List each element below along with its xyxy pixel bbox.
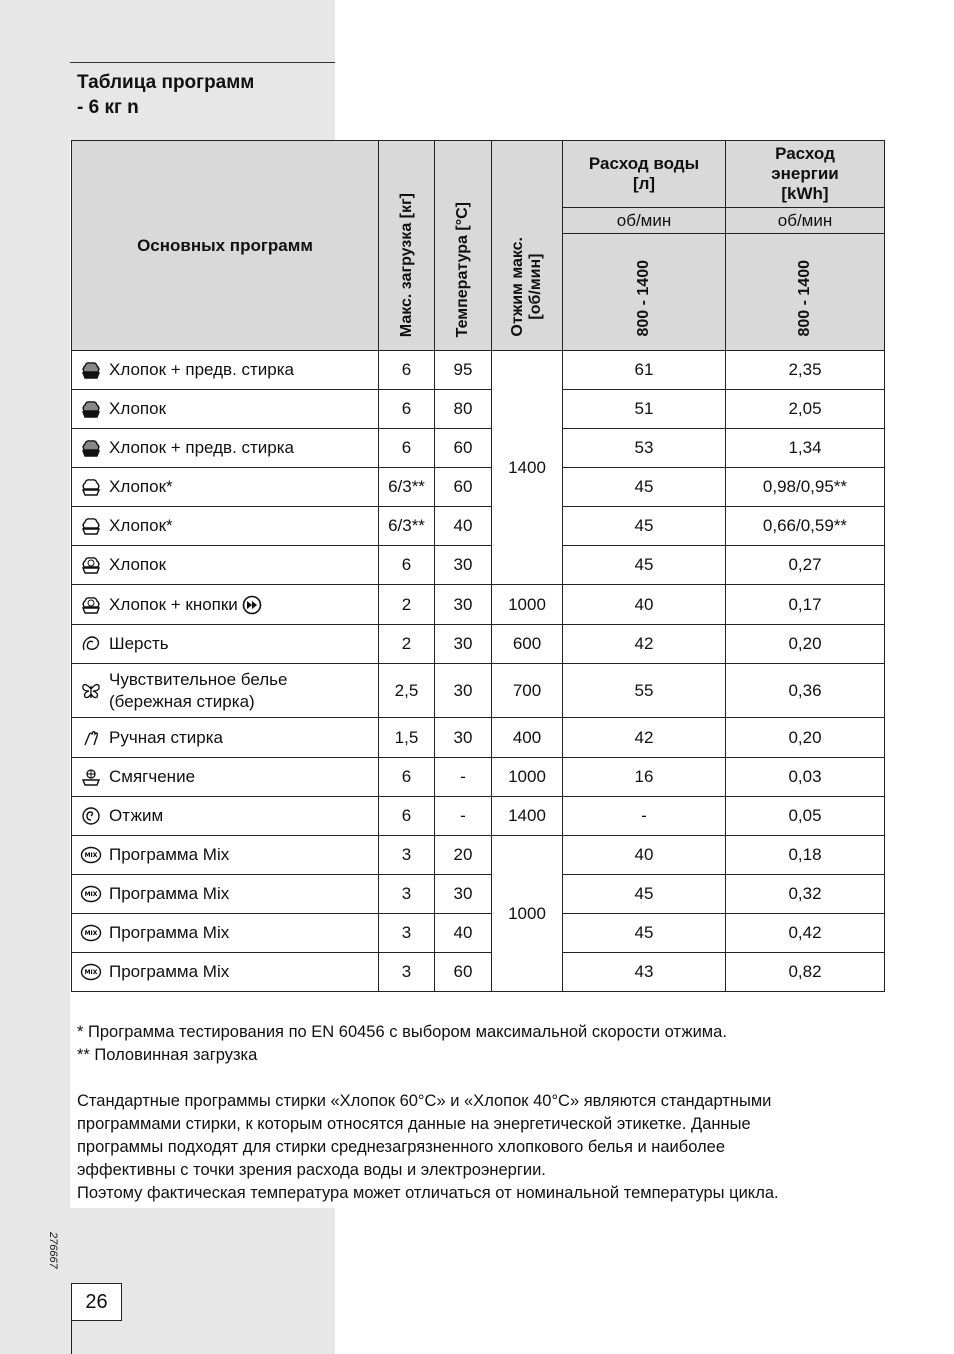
header-energy-range: 800 - 1400 [726,234,885,351]
temp-cell: - [435,758,492,797]
spin-icon [80,805,102,827]
header-energy-unit: об/мин [726,208,885,234]
temp-cell: 20 [435,836,492,875]
header-max-spin: Отжим макс. [об/мин] [492,141,563,351]
standard-programs-paragraph: Стандартные программы стирки «Хлопок 60°C» и «Хлопок 40°C» являются стандартными программами стирки, к которым относятся данные на энергетической этикетке. Данные программы подходят для стирки среднезагрязненного хлопкового белья и наиболее эффективны с точки зрения расхода воды и электроэнергии. Поэтому фактическая температура может отличаться от номинальной температуры цикла. [77,1092,779,1202]
energy-cell: 0,17 [726,585,885,625]
softener-icon [80,766,102,788]
cotton-icon [80,398,102,420]
load-cell: 6/3** [379,468,435,507]
spin-group-cell: 1400 [492,351,563,585]
table-row [72,507,885,546]
load-cell: 3 [379,953,435,992]
water-cell: 55 [563,664,726,718]
water-cell: 16 [563,758,726,797]
program-cell: Программа Mix [72,914,379,953]
program-cell: Хлопок* [72,468,379,507]
temp-cell: 95 [435,351,492,390]
cotton-icon [80,476,102,498]
cotton-prewash-icon [80,359,102,381]
water-cell: 42 [563,625,726,664]
header-water: Расход воды [л] [563,141,726,208]
water-cell: 40 [563,585,726,625]
load-cell: 6 [379,351,435,390]
table-row [72,914,885,953]
cotton-icon [80,515,102,537]
program-cell: Шерсть [72,625,379,664]
program-cell: Отжим [72,797,379,836]
program-table [71,140,885,992]
water-cell: 45 [563,546,726,585]
energy-cell: 0,66/0,59** [726,507,885,546]
mix-icon [80,922,102,944]
energy-cell: 0,42 [726,914,885,953]
footnotes [77,1021,877,1067]
temp-cell: 30 [435,875,492,914]
load-cell: 2 [379,625,435,664]
spin-group-cell: 1000 [492,836,563,992]
header-temperature: Температура [°C] [435,141,492,351]
table-row [72,468,885,507]
table-row [72,429,885,468]
table-row [72,875,885,914]
load-cell: 1,5 [379,718,435,758]
temp-cell: 30 [435,718,492,758]
energy-cell: 0,36 [726,664,885,718]
program-cell: Программа Mix [72,875,379,914]
temp-cell: 40 [435,507,492,546]
temp-cell: 30 [435,585,492,625]
document-code: 276667 [47,1232,59,1269]
spin-cell: 600 [492,625,563,664]
table-row [72,836,885,875]
water-cell: 40 [563,836,726,875]
mix-icon [80,883,102,905]
program-cell: Хлопок + предв. стирка [72,351,379,390]
table-row [72,758,885,797]
temp-cell: 60 [435,953,492,992]
temp-cell: 30 [435,546,492,585]
load-cell: 2 [379,585,435,625]
water-cell: 45 [563,875,726,914]
footnote-test-program: * Программа тестирования по EN 60456 с выбором максимальной скорости отжима. [77,1023,727,1041]
mix-icon [80,844,102,866]
program-cell: Хлопок [72,546,379,585]
header-energy: Расход энергии [kWh] [726,141,885,208]
load-cell: 3 [379,836,435,875]
header-max-load: Макс. загрузка [кг] [379,141,435,351]
temp-cell: 60 [435,468,492,507]
temp-cell: 60 [435,429,492,468]
delicates-icon [80,680,102,702]
energy-cell: 2,35 [726,351,885,390]
header-water-range: 800 - 1400 [563,234,726,351]
wool-icon [80,633,102,655]
energy-cell: 0,03 [726,758,885,797]
load-cell: 6 [379,797,435,836]
program-cell: Хлопок [72,390,379,429]
spin-cell: 1000 [492,585,563,625]
energy-cell: 0,98/0,95** [726,468,885,507]
energy-cell: 0,20 [726,718,885,758]
page-title: Таблица программ - 6 кг n [77,72,255,118]
table-row [72,351,885,390]
table-row [72,546,885,585]
program-cell: Программа Mix [72,836,379,875]
energy-cell: 1,34 [726,429,885,468]
spin-cell: 400 [492,718,563,758]
load-cell: 6 [379,546,435,585]
page-number: 26 [71,1283,122,1321]
water-cell: 42 [563,718,726,758]
table-row [72,953,885,992]
table-row [72,718,885,758]
water-cell: 53 [563,429,726,468]
spin-cell: 1400 [492,797,563,836]
energy-cell: 0,20 [726,625,885,664]
temp-cell: 80 [435,390,492,429]
cotton-prewash-icon [80,437,102,459]
water-cell: 51 [563,390,726,429]
energy-cell: 0,05 [726,797,885,836]
load-cell: 2,5 [379,664,435,718]
table-row [72,625,885,664]
program-cell: Смягчение [72,758,379,797]
table-row [72,390,885,429]
page-rule [71,1319,72,1354]
spin-cell: 1000 [492,758,563,797]
table-row [72,664,885,718]
load-cell: 6/3** [379,507,435,546]
table-row [72,585,885,625]
energy-cell: 0,82 [726,953,885,992]
energy-cell: 0,18 [726,836,885,875]
cotton-eco-icon [80,594,102,616]
buttons-icon [242,595,262,615]
program-cell: Чувствительное белье (бережная стирка) [72,664,379,718]
handwash-icon [80,727,102,749]
program-cell: Хлопок + предв. стирка [72,429,379,468]
temp-cell: 40 [435,914,492,953]
cotton-eco-icon [80,554,102,576]
temp-cell: - [435,797,492,836]
title-rule [70,62,335,63]
temp-cell: 30 [435,625,492,664]
mix-icon [80,961,102,983]
water-cell: 45 [563,507,726,546]
load-cell: 6 [379,758,435,797]
header-water-unit: об/мин [563,208,726,234]
header-programs: Основных программ [72,141,379,351]
load-cell: 6 [379,429,435,468]
spin-cell: 700 [492,664,563,718]
energy-cell: 0,27 [726,546,885,585]
water-cell: 45 [563,468,726,507]
water-cell: 43 [563,953,726,992]
water-cell: - [563,797,726,836]
energy-cell: 2,05 [726,390,885,429]
water-cell: 61 [563,351,726,390]
water-cell: 45 [563,914,726,953]
load-cell: 6 [379,390,435,429]
load-cell: 3 [379,914,435,953]
program-cell: Ручная стирка [72,718,379,758]
program-cell: Программа Mix [72,953,379,992]
program-cell: Хлопок* [72,507,379,546]
footnote-half-load: ** Половинная загрузка [77,1046,258,1064]
energy-cell: 0,32 [726,875,885,914]
temp-cell: 30 [435,664,492,718]
load-cell: 3 [379,875,435,914]
table-row [72,797,885,836]
program-cell: Хлопок + кнопки [72,585,379,625]
